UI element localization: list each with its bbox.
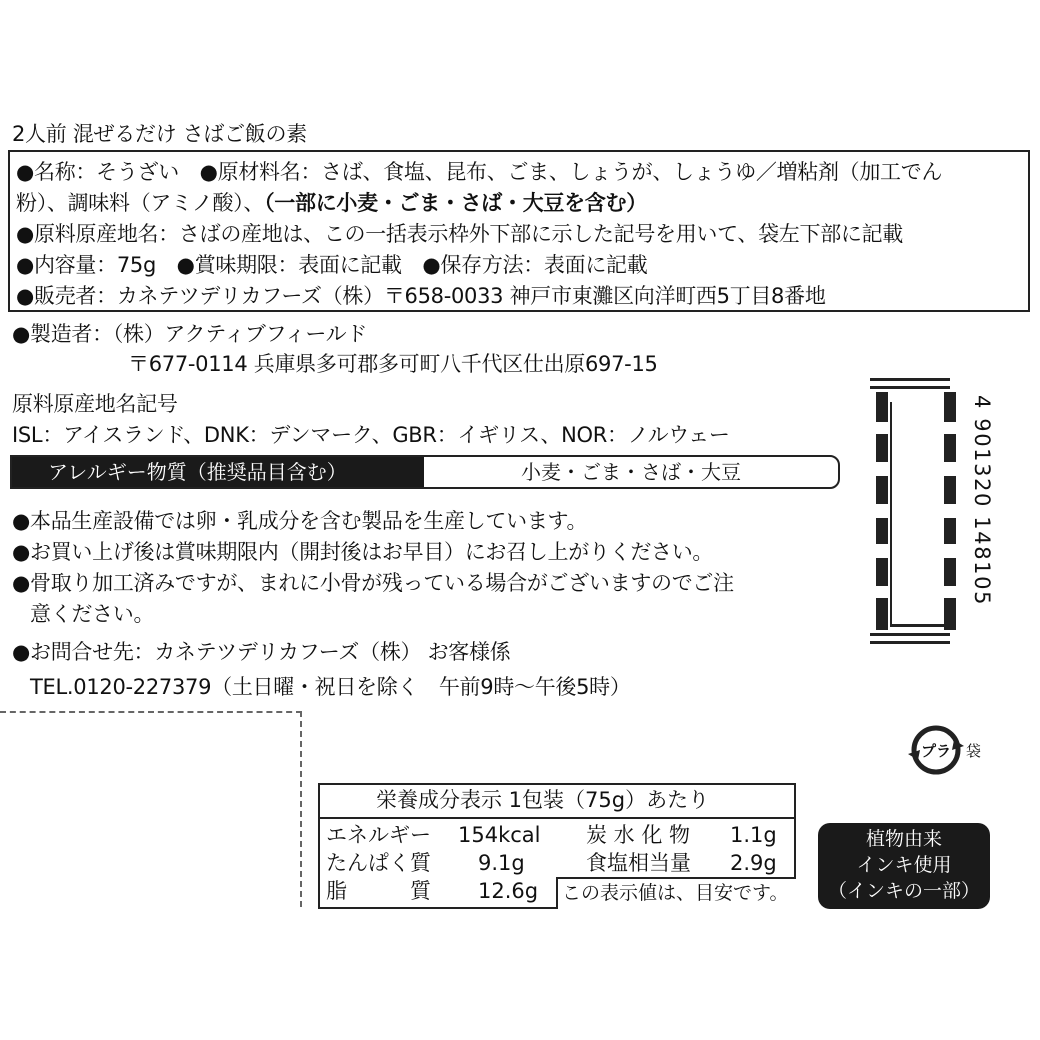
fat-value: 12.6g <box>478 879 539 903</box>
nutrition-header-divider <box>318 817 796 819</box>
recycle-pla-icon <box>908 722 964 778</box>
note-2: ●お買い上げ後は賞味期限内（開封後はお早目）にお召し上がりください。 <box>12 540 714 564</box>
note-3-cont: 意ください。 <box>30 602 155 626</box>
protein-value: 9.1g <box>478 851 525 875</box>
origin-codes-list: ISL：アイスランド、DNK：デンマーク、GBR：イギリス、NOR：ノルウェー <box>12 423 730 447</box>
salt-value: 2.9g <box>730 851 777 875</box>
nutrition-note: この表示値は、目安です。 <box>556 877 796 909</box>
nutrition-table <box>318 783 796 909</box>
product-title: 2人前 混ぜるだけ さばご飯の素 <box>12 122 307 146</box>
plant-ink-badge <box>818 823 990 909</box>
dashed-print-area <box>0 711 302 907</box>
ink-line1: 植物由来 <box>865 828 942 850</box>
barcode-graphic <box>870 372 962 662</box>
carb-value: 1.1g <box>730 823 777 847</box>
origin-codes-heading: 原料原産地名記号 <box>12 392 178 416</box>
allergen-bold: （一部に小麦・ごま・さば・大豆を含む） <box>264 191 647 215</box>
recycle-mark-text: プラ <box>920 742 952 760</box>
note-tel: TEL.0120-227379（土日曜・祝日を除く 午前9時～午後5時） <box>30 675 631 699</box>
nutrition-header: 栄養成分表示 1包装（75g）あたり <box>376 788 710 812</box>
allergy-label: アレルギー物質（推奨品目含む） <box>12 457 424 487</box>
manufacturer-line2: 〒677-0114 兵庫県多可郡多可町八千代区仕出原697-15 <box>128 352 658 376</box>
label-line-name-ingredients: ●名称：そうざい ●原材料名：さば、食塩、昆布、ごま、しょうが、しょうゆ／増粘剤（加工でん <box>16 160 943 184</box>
note-3: ●骨取り加工済みですが、まれに小骨が残っている場合がございますのでご注 <box>12 571 734 595</box>
label-box <box>8 150 1030 312</box>
salt-label: 食塩相当量 <box>586 851 691 875</box>
allergy-value: 小麦・ごま・さば・大豆 <box>521 460 741 484</box>
manufacturer-line1: ●製造者：（株）アクティブフィールド <box>12 322 368 346</box>
energy-label: エネルギー <box>326 823 431 847</box>
carb-label: 炭 水 化 物 <box>586 823 691 847</box>
label-line-seller: ●販売者：カネテツデリカフーズ（株）〒658-0033 神戸市東灘区向洋町西5丁目8番地 <box>16 284 826 308</box>
allergy-bar <box>10 455 840 489</box>
label-line-ingredients-cont: 粉）、調味料（アミノ酸）、（一部に小麦・ごま・さば・大豆を含む） <box>16 191 647 215</box>
barcode-number: 4 901320 148105 <box>970 395 994 607</box>
recycle-material: 袋 <box>966 742 982 760</box>
protein-label: たんぱく質 <box>326 851 431 875</box>
label-line-content: ●内容量：75g ●賞味期限：表面に記載 ●保存方法：表面に記載 <box>16 253 648 277</box>
label-line-origin: ●原料原産地名：さばの産地は、この一括表示枠外下部に示した記号を用いて、袋左下部に記載 <box>16 222 904 246</box>
note-1: ●本品生産設備では卵・乳成分を含む製品を生産しています。 <box>12 509 588 533</box>
note-contact: ●お問合せ先：カネテツデリカフーズ（株） お客様係 <box>12 640 511 664</box>
energy-value: 154kcal <box>458 823 541 847</box>
ink-line2: インキ使用 <box>856 854 952 876</box>
fat-label: 脂 質 <box>326 879 431 903</box>
ink-line3: （インキの一部） <box>827 880 980 902</box>
